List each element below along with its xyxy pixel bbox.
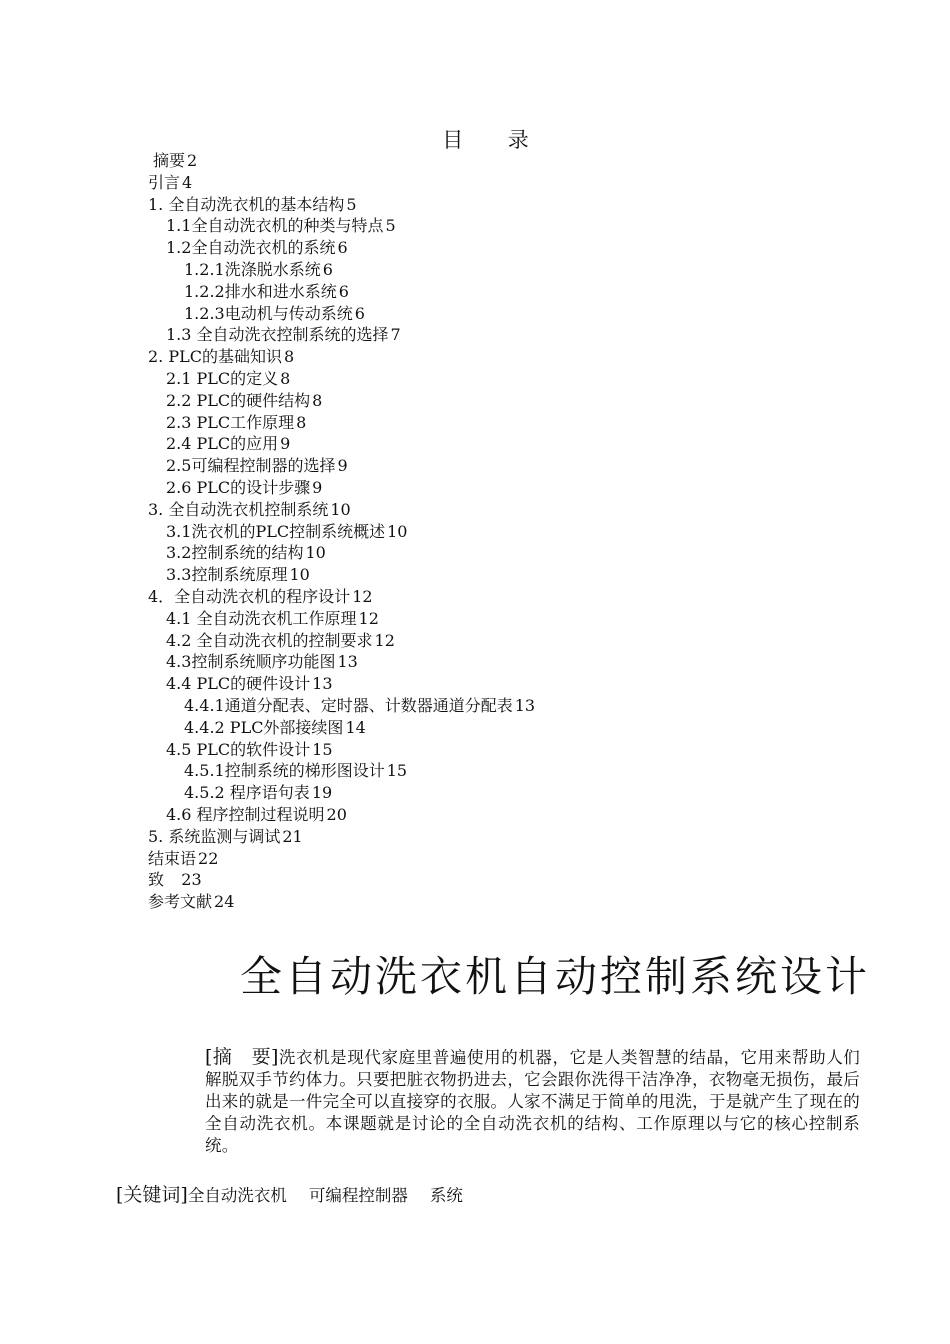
toc-entry[interactable]: 2.4 PLC的应用 9 (166, 434, 291, 454)
toc-entry[interactable]: 引言 4 (148, 172, 193, 192)
keyword: 系统 (429, 1186, 463, 1205)
toc-title: 目 录 (442, 128, 548, 152)
keywords-label: [关键词] (116, 1184, 188, 1206)
toc-entry[interactable]: 摘要 2 (153, 151, 198, 170)
keywords (116, 1180, 485, 1207)
toc-entry[interactable]: 1.3 全自动洗衣控制系统的选择 7 (166, 325, 401, 345)
toc-entry[interactable]: 4.4.1通道分配表、定时器、计数器通道分配表 13 (184, 695, 536, 715)
toc-entry[interactable]: 1.2全自动洗衣机的系统 6 (166, 238, 348, 258)
toc-entry[interactable]: 2.3 PLC工作原理 8 (166, 412, 307, 432)
table-of-contents (148, 150, 535, 913)
toc-entry[interactable]: 4.5.2 程序语句表 19 (184, 783, 333, 803)
toc-entry[interactable]: 4.6 程序控制过程说明 20 (166, 804, 347, 824)
toc-entry[interactable]: 3.1洗衣机的PLC控制系统概述 10 (166, 521, 408, 541)
toc-entry[interactable]: 2.1 PLC的定义 8 (166, 368, 291, 388)
toc-entry[interactable]: 1.2.1洗涤脱水系统 6 (184, 259, 333, 279)
toc-entry[interactable]: 4.2 全自动洗衣机的控制要求 12 (166, 630, 395, 650)
abstract-text: 洗衣机是现代家庭里普遍使用的机器，它是人类智慧的结晶，它用来帮助人们解脱双手节约体力。只要把脏衣物扔进去，它会跟你洗得干洁净净，衣物毫无损伤，最后出来的就是一件完全可以直接穿的衣服。人家不满足于简单的甩洗，于是就产生了现在的全自动洗衣机。本课题就是讨论的全自动洗衣机的结构、工作原理以与它的核心控制系统。 (205, 1048, 860, 1155)
abstract-label: [摘 要] (205, 1046, 279, 1068)
toc-entry[interactable]: 2.2 PLC的硬件结构 8 (166, 390, 323, 410)
toc-entry[interactable]: 3. 全自动洗衣机控制系统 10 (148, 499, 351, 519)
toc-entry[interactable]: 2. PLC的基础知识 8 (148, 347, 295, 367)
toc-entry[interactable]: 4.5 PLC的软件设计 15 (166, 739, 333, 759)
toc-entry[interactable]: 2.6 PLC的设计步骤 9 (166, 477, 323, 497)
toc-entry[interactable]: 1.2.2排水和进水系统 6 (184, 281, 349, 301)
keyword: 可编程控制器 (308, 1186, 408, 1205)
toc-entry[interactable]: 致 23 (148, 870, 202, 890)
toc-entry[interactable]: 4.4.2 PLC外部接续图 14 (184, 717, 366, 737)
toc-entry[interactable]: 4.4 PLC的硬件设计 13 (166, 674, 333, 694)
toc-entry[interactable]: 参考文献 24 (148, 892, 235, 912)
keyword: 全自动洗衣机 (187, 1186, 287, 1205)
toc-entry[interactable]: 1.1全自动洗衣机的种类与特点 5 (166, 216, 396, 236)
toc-entry[interactable]: 4.5.1控制系统的梯形图设计 15 (184, 761, 408, 781)
toc-entry[interactable]: 3.2控制系统的结构 10 (166, 543, 326, 563)
toc-entry[interactable]: 1.2.3电动机与传动系统 6 (184, 303, 365, 323)
abstract (205, 1046, 860, 1157)
document-title: 全自动洗衣机自动控制系统设计 (240, 952, 871, 1001)
toc-entry[interactable]: 4.1 全自动洗衣机工作原理 12 (166, 608, 379, 628)
toc-entry[interactable]: 2.5可编程控制器的选择 9 (166, 456, 348, 476)
toc-entry[interactable]: 结束语 22 (148, 848, 219, 868)
toc-entry[interactable]: 5. 系统监测与调试 21 (148, 826, 303, 846)
toc-entry[interactable]: 1. 全自动洗衣机的基本结构 5 (148, 194, 357, 214)
toc-entry[interactable]: 4．全自动洗衣机的程序设计 12 (148, 586, 373, 606)
toc-entry[interactable]: 3.3控制系统原理 10 (166, 565, 310, 585)
toc-entry[interactable]: 4.3控制系统顺序功能图 13 (166, 652, 358, 672)
